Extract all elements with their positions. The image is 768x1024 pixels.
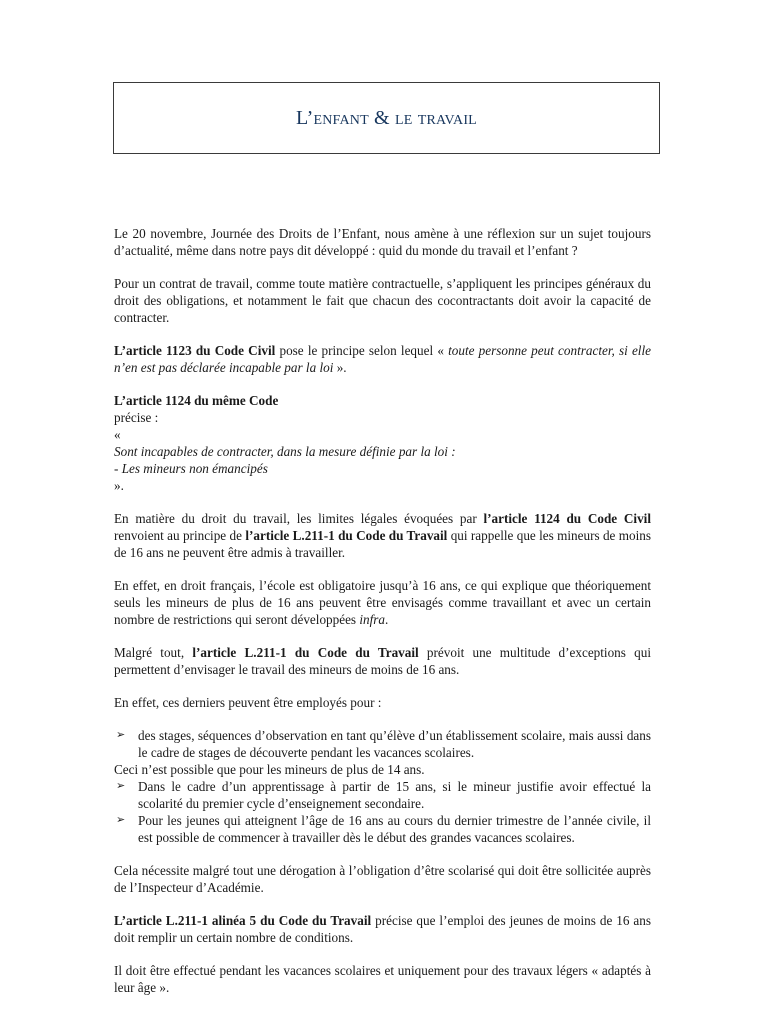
article-1124-text: précise : xyxy=(114,410,159,425)
alinea-5-text: précise que l’emploi des jeunes de moins de 16 ans doit remplir un certain nombre de conditions. xyxy=(114,913,651,945)
article-1124-quote-line-1 xyxy=(114,426,651,460)
paragraph-article-1124 xyxy=(114,392,651,494)
arrow-bullet-icon: ➢ xyxy=(116,814,126,826)
article-1124-quote-line-2 xyxy=(114,460,651,494)
exceptions-list xyxy=(114,727,651,761)
list-item-text: Dans le cadre d’un apprentissage à partir de 15 ans, si le mineur justifie avoir effectué la scolarité du premier cycle d’enseignement secondaire. xyxy=(138,779,651,811)
matiere-text-3: qui rappelle que les mineurs de moins de 16 ans ne peuvent être admis à travailler. xyxy=(114,528,652,560)
quote-open: « xyxy=(114,427,121,442)
article-1124-quote-1: Sont incapables de contracter, dans la mesure définie par la loi : xyxy=(114,444,456,459)
alinea-5-ref: L’article L.211-1 alinéa 5 du Code du Travail xyxy=(114,913,372,928)
matiere-text-2: renvoient au principe de xyxy=(114,528,246,543)
malgre-text-1: Malgré tout, xyxy=(114,645,193,660)
ecole-infra: infra xyxy=(359,612,386,627)
article-1123-ref: L’article 1123 du Code Civil xyxy=(114,343,276,358)
list-item-text: des stages, séquences d’observation en tant qu’élève d’un établissement scolaire, mais aussi dans le cadre de stages de découverte pendant les vacances scolaires. xyxy=(138,728,651,760)
exceptions-list-continued xyxy=(114,778,651,846)
article-1124-ref: L’article 1124 du même Code xyxy=(114,393,279,408)
paragraph-employes: En effet, ces derniers peuvent être employés pour : xyxy=(114,695,382,710)
list-item-text: Pour les jeunes qui atteignent l’âge de 16 ans au cours du dernier trimestre de l’année civile, il est possible de commencer à travailler dès le début des grandes vacances scolaires. xyxy=(138,813,651,845)
note-14-ans: Ceci n’est possible que pour les mineurs de plus de 14 ans. xyxy=(114,762,425,777)
malgre-text-2: prévoit une multitude d’exceptions qui permettent d’envisager le travail des mineurs de moins de 16 ans. xyxy=(114,645,651,677)
paragraph-alinea-5 xyxy=(114,912,651,946)
paragraph-malgre xyxy=(114,644,651,678)
paragraph-intro: Le 20 novembre, Journée des Droits de l’Enfant, nous amène à une réflexion sur un sujet toujours d’actualité, même dans notre pays dit développé : quid du monde du travail et l’enfant ? xyxy=(114,226,651,258)
article-1124-quote-2: - Les mineurs non émancipés xyxy=(114,461,268,476)
article-1123-text: pose le principe selon lequel « xyxy=(275,343,449,358)
paragraph-derogation: Cela nécessite malgré tout une dérogation à l’obligation d’être scolarisé qui doit être sollicitée auprès de l’Inspecteur d’Académie. xyxy=(114,863,651,895)
arrow-bullet-icon: ➢ xyxy=(116,780,126,792)
article-1124-line xyxy=(114,392,651,426)
matiere-ref-2: l’article L.211-1 du Code du Travail xyxy=(245,528,448,543)
list-item xyxy=(114,727,651,761)
quote-close: ». xyxy=(114,478,124,493)
paragraph-matiere xyxy=(114,510,651,561)
paragraph-article-1123 xyxy=(114,342,651,376)
paragraph-ecole xyxy=(114,577,651,628)
paragraph-vacances: Il doit être effectué pendant les vacances scolaires et uniquement pour des travaux légers « adaptés à leur âge ». xyxy=(114,963,651,995)
list-item xyxy=(114,778,651,812)
malgre-ref: l’article L.211-1 du Code du Travail xyxy=(192,645,419,660)
ecole-text: En effet, en droit français, l’école est obligatoire jusqu’à 16 ans, ce qui explique que théoriquement seuls les mineurs de plus de 16 ans peuvent être envisagés comme travaillant et avec un certain nombre de restrictions qui seront développées xyxy=(114,578,651,627)
document-body xyxy=(114,225,651,1012)
ecole-end: . xyxy=(385,612,389,627)
list-item xyxy=(114,812,651,846)
page-title: L’enfant & le travail xyxy=(296,106,477,129)
article-1123-quote: toute personne peut contracter, si elle n’en est pas déclarée incapable par la loi xyxy=(114,343,651,375)
paragraph-contrat: Pour un contrat de travail, comme toute matière contractuelle, s’appliquent les principes généraux du droit des obligations, et notamment le fait que chacun des cocontractants doit avoir la capacité de contracter. xyxy=(114,276,651,325)
arrow-bullet-icon: ➢ xyxy=(116,729,126,741)
title-box xyxy=(113,82,660,154)
matiere-ref-1: l’article 1124 du Code Civil xyxy=(483,511,651,526)
article-1123-end: ». xyxy=(333,360,347,375)
matiere-text-1: En matière du droit du travail, les limites légales évoquées par xyxy=(114,511,484,526)
